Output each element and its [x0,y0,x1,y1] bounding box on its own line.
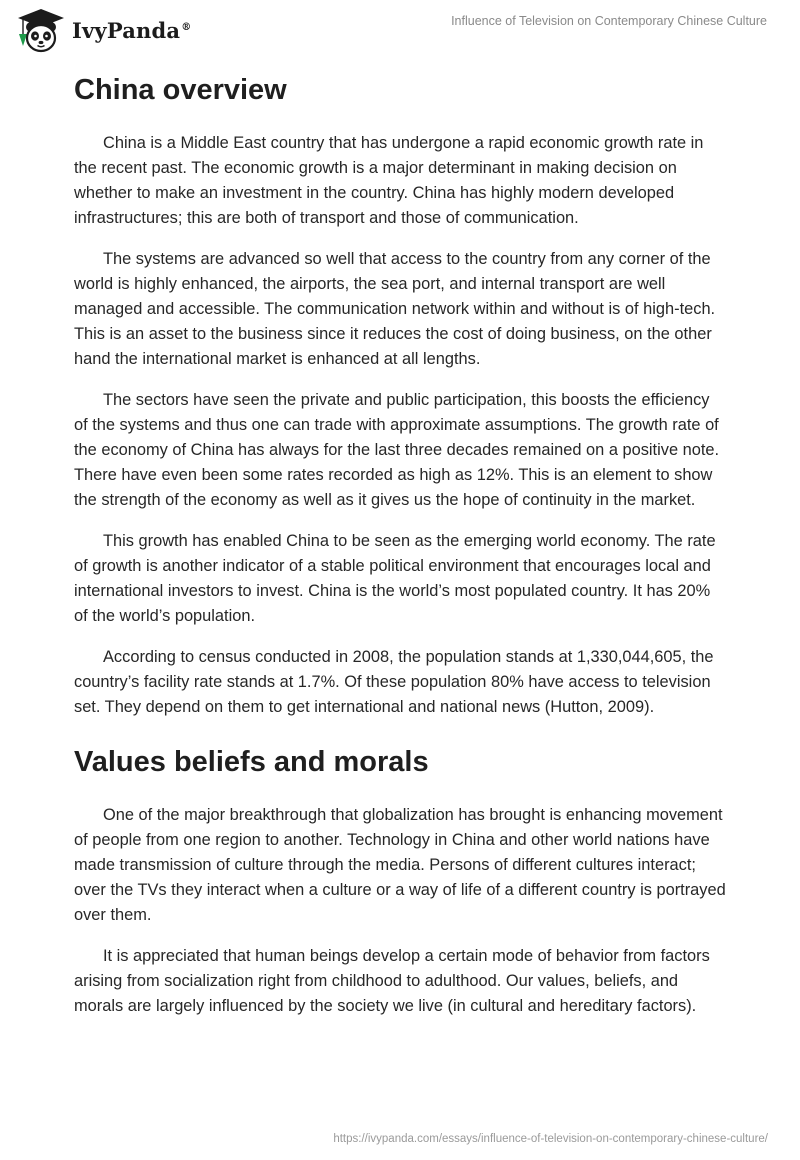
paragraph: It is appreciated that human beings develop a certain mode of behavior from factors arising from socialization right from childhood to adulthood. Our values, beliefs, and morals are largely influenced by the society we live (in cultural and hereditary factors). [74,947,710,1015]
paragraph: This growth has enabled China to be seen as the emerging world economy. The rate of growth is another indicator of a stable political environment that encourages local and international investors to invest. China is the world’s most populated country. It has 20% of the world’s population. [74,532,716,625]
paragraph: China is a Middle East country that has undergone a rapid economic growth rate in the recent past. The economic growth is a major determinant in making decision on whether to make an investment in the country. China has highly modern developed infrastructures; this are both of transport and those of communication. [74,134,704,227]
logo-wordmark: IvyPanda® [72,17,192,43]
paragraph: The sectors have seen the private and public participation, this boosts the efficiency of the systems and thus one can trade with approximate assumptions. The growth rate of the economy of China has always for the last three decades remained on a positive note. There have even been some rates recorded as high as 12%. This is an element to show the strength of the economy as well as it gives us the hope of continuity in the market. [74,391,720,509]
article-body [74,70,726,1019]
paragraph: The systems are advanced so well that access to the country from any corner of the world is highly enhanced, the airports, the sea port, and internal transport are well managed and accessible. The communication network within and without is of high-tech. This is an asset to the business since it reduces the cost of doing business, on the other hand the international market is enhanced at all lengths. [74,250,716,368]
panda-graduate-icon [14,6,66,54]
ivypanda-logo[interactable] [14,6,191,54]
section-heading: China overview [74,74,287,106]
section-values-beliefs-morals [74,742,726,1019]
document-title: Influence of Television on Contemporary Chinese Culture [451,14,767,28]
source-url-link[interactable]: https://ivypanda.com/essays/influence-of-television-on-contemporary-chinese-culture/ [333,1133,768,1145]
section-china-overview [74,70,726,720]
paragraph: According to census conducted in 2008, the population stands at 1,330,044,605, the country’s facility rate stands at 1.7%. Of these population 80% have access to television set. They depend on them to get international and national news (Hutton, 2009). [74,648,714,716]
page-header [0,0,800,60]
section-heading: Values beliefs and morals [74,746,429,778]
paragraph: One of the major breakthrough that globalization has brought is enhancing movement of people from one region to another. Technology in China and other world nations have made transmission of culture through the media. Persons of different cultures interact; over the TVs they interact when a culture or a way of life of a different country is portrayed over them. [74,806,726,924]
